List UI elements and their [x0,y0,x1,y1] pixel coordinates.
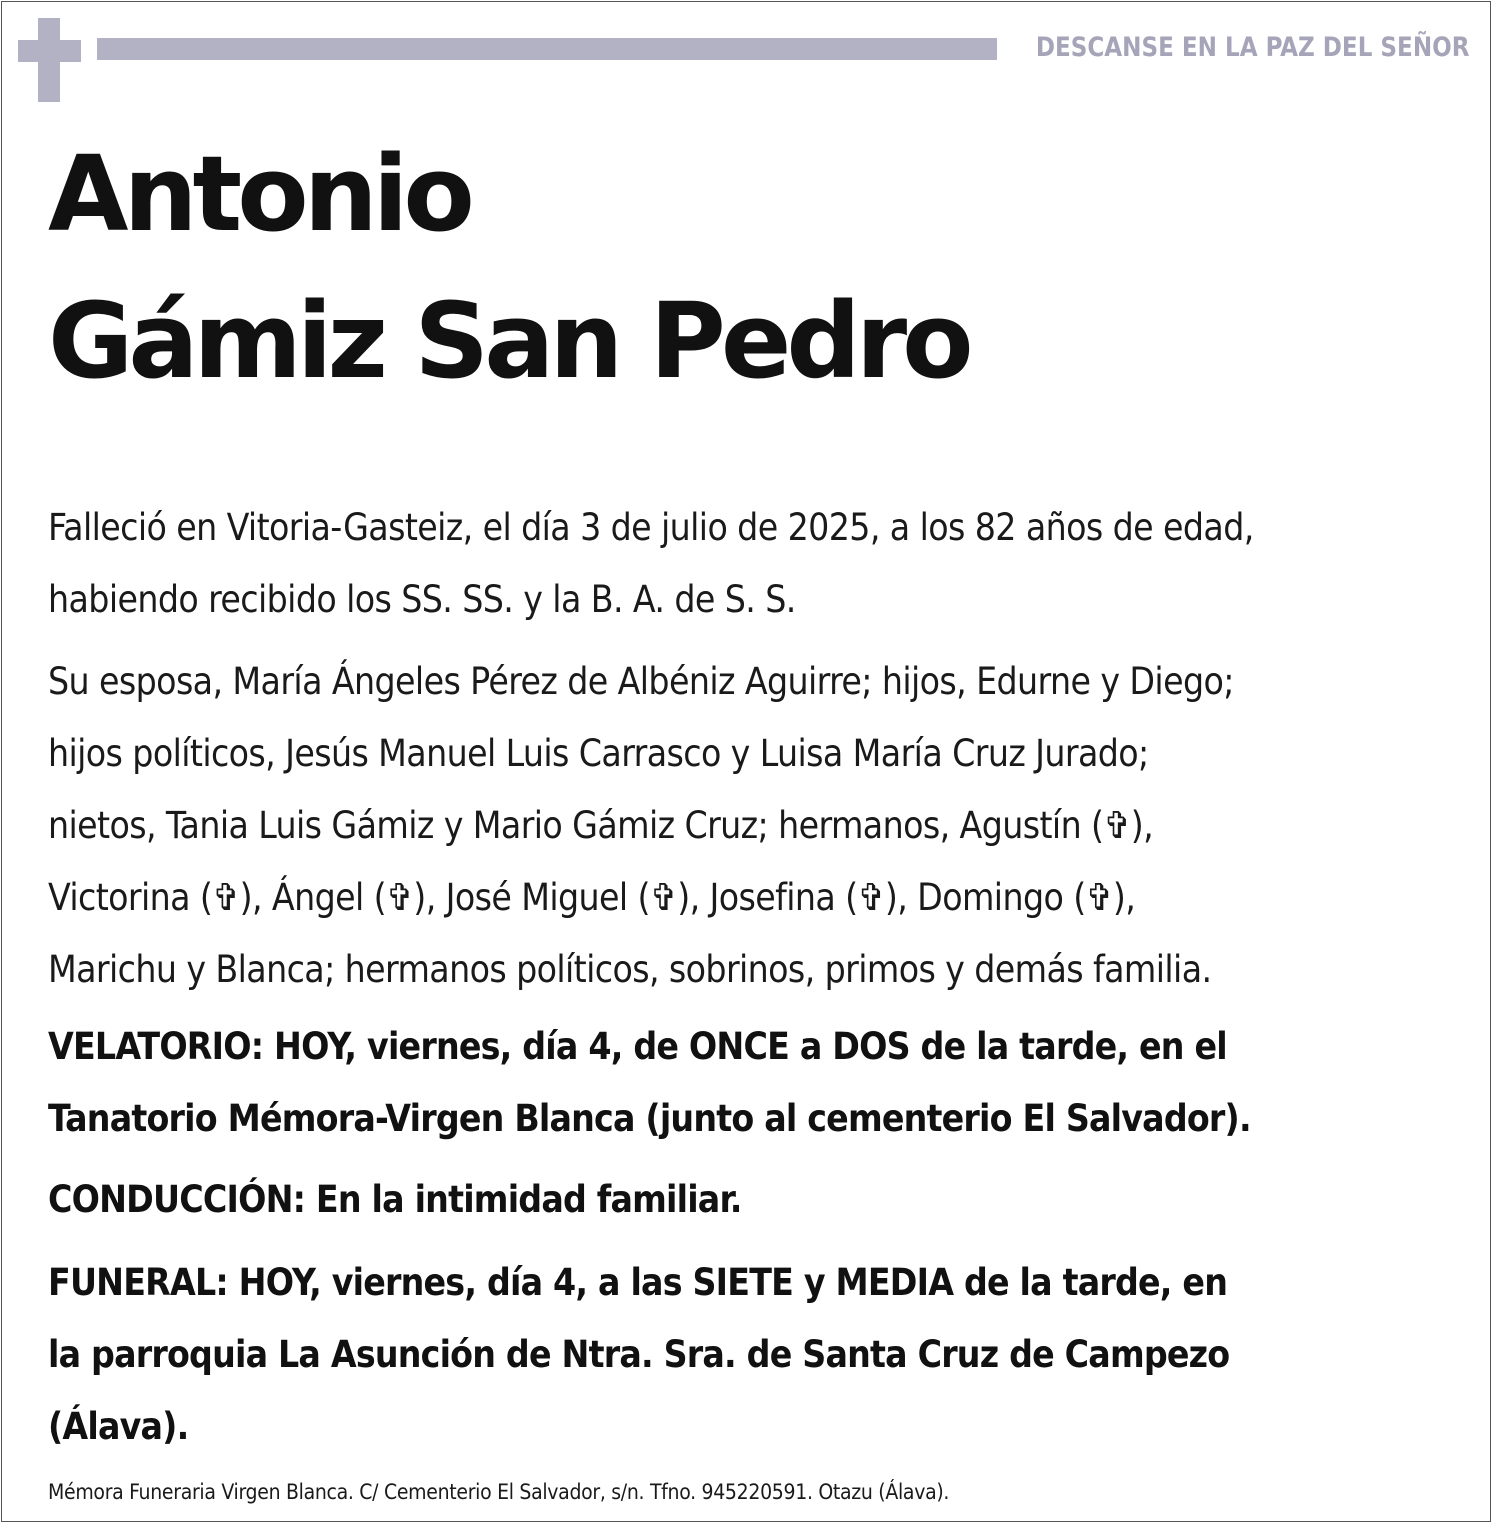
family-line: nietos, Tania Luis Gámiz y Mario Gámiz Cruz; hermanos, Agustín (✞), [48,804,1154,847]
velatorio-line: Tanatorio Mémora-Virgen Blanca (junto al cementerio El Salvador). [48,1097,1251,1140]
funeral-line: FUNERAL: HOY, viernes, día 4, a las SIETE y MEDIA de la tarde, en [48,1261,1228,1304]
header-bar [97,38,997,60]
velatorio-line: VELATORIO: HOY, viernes, día 4, de ONCE a DOS de la tarde, en el [48,1025,1227,1068]
funeral-line: (Álava). [48,1405,189,1448]
announcement-line: Falleció en Vitoria-Gasteiz, el día 3 de julio de 2025, a los 82 años de edad, [48,506,1254,549]
header-title: DESCANSE EN LA PAZ DEL SEÑOR [1036,32,1470,63]
deceased-first-name: Antonio [48,133,470,255]
funeral-home-footer: Mémora Funeraria Virgen Blanca. C/ Cementerio El Salvador, s/n. Tfno. 945220591. Otazu (Álava). [48,1480,950,1504]
family-line: Marichu y Blanca; hermanos políticos, sobrinos, primos y demás familia. [48,948,1212,991]
deceased-surnames: Gámiz San Pedro [48,280,969,402]
conduccion-paragraph [48,1164,1468,1236]
announcement-paragraph [48,492,1468,636]
announcement-line: habiendo recibido los SS. SS. y la B. A. de S. S. [48,578,796,621]
family-paragraph [48,646,1468,1006]
cross-icon [18,18,81,102]
family-line: Su esposa, María Ángeles Pérez de Albéniz Aguirre; hijos, Edurne y Diego; [48,660,1234,703]
family-line: Victorina (✞), Ángel (✞), José Miguel (✞), Josefina (✞), Domingo (✞), [48,876,1136,919]
velatorio-paragraph [48,1011,1468,1155]
funeral-paragraph [48,1247,1468,1463]
family-line: hijos políticos, Jesús Manuel Luis Carrasco y Luisa María Cruz Jurado; [48,732,1149,775]
conduccion-line: CONDUCCIÓN: En la intimidad familiar. [48,1178,742,1221]
funeral-line: la parroquia La Asunción de Ntra. Sra. de Santa Cruz de Campezo [48,1333,1230,1376]
